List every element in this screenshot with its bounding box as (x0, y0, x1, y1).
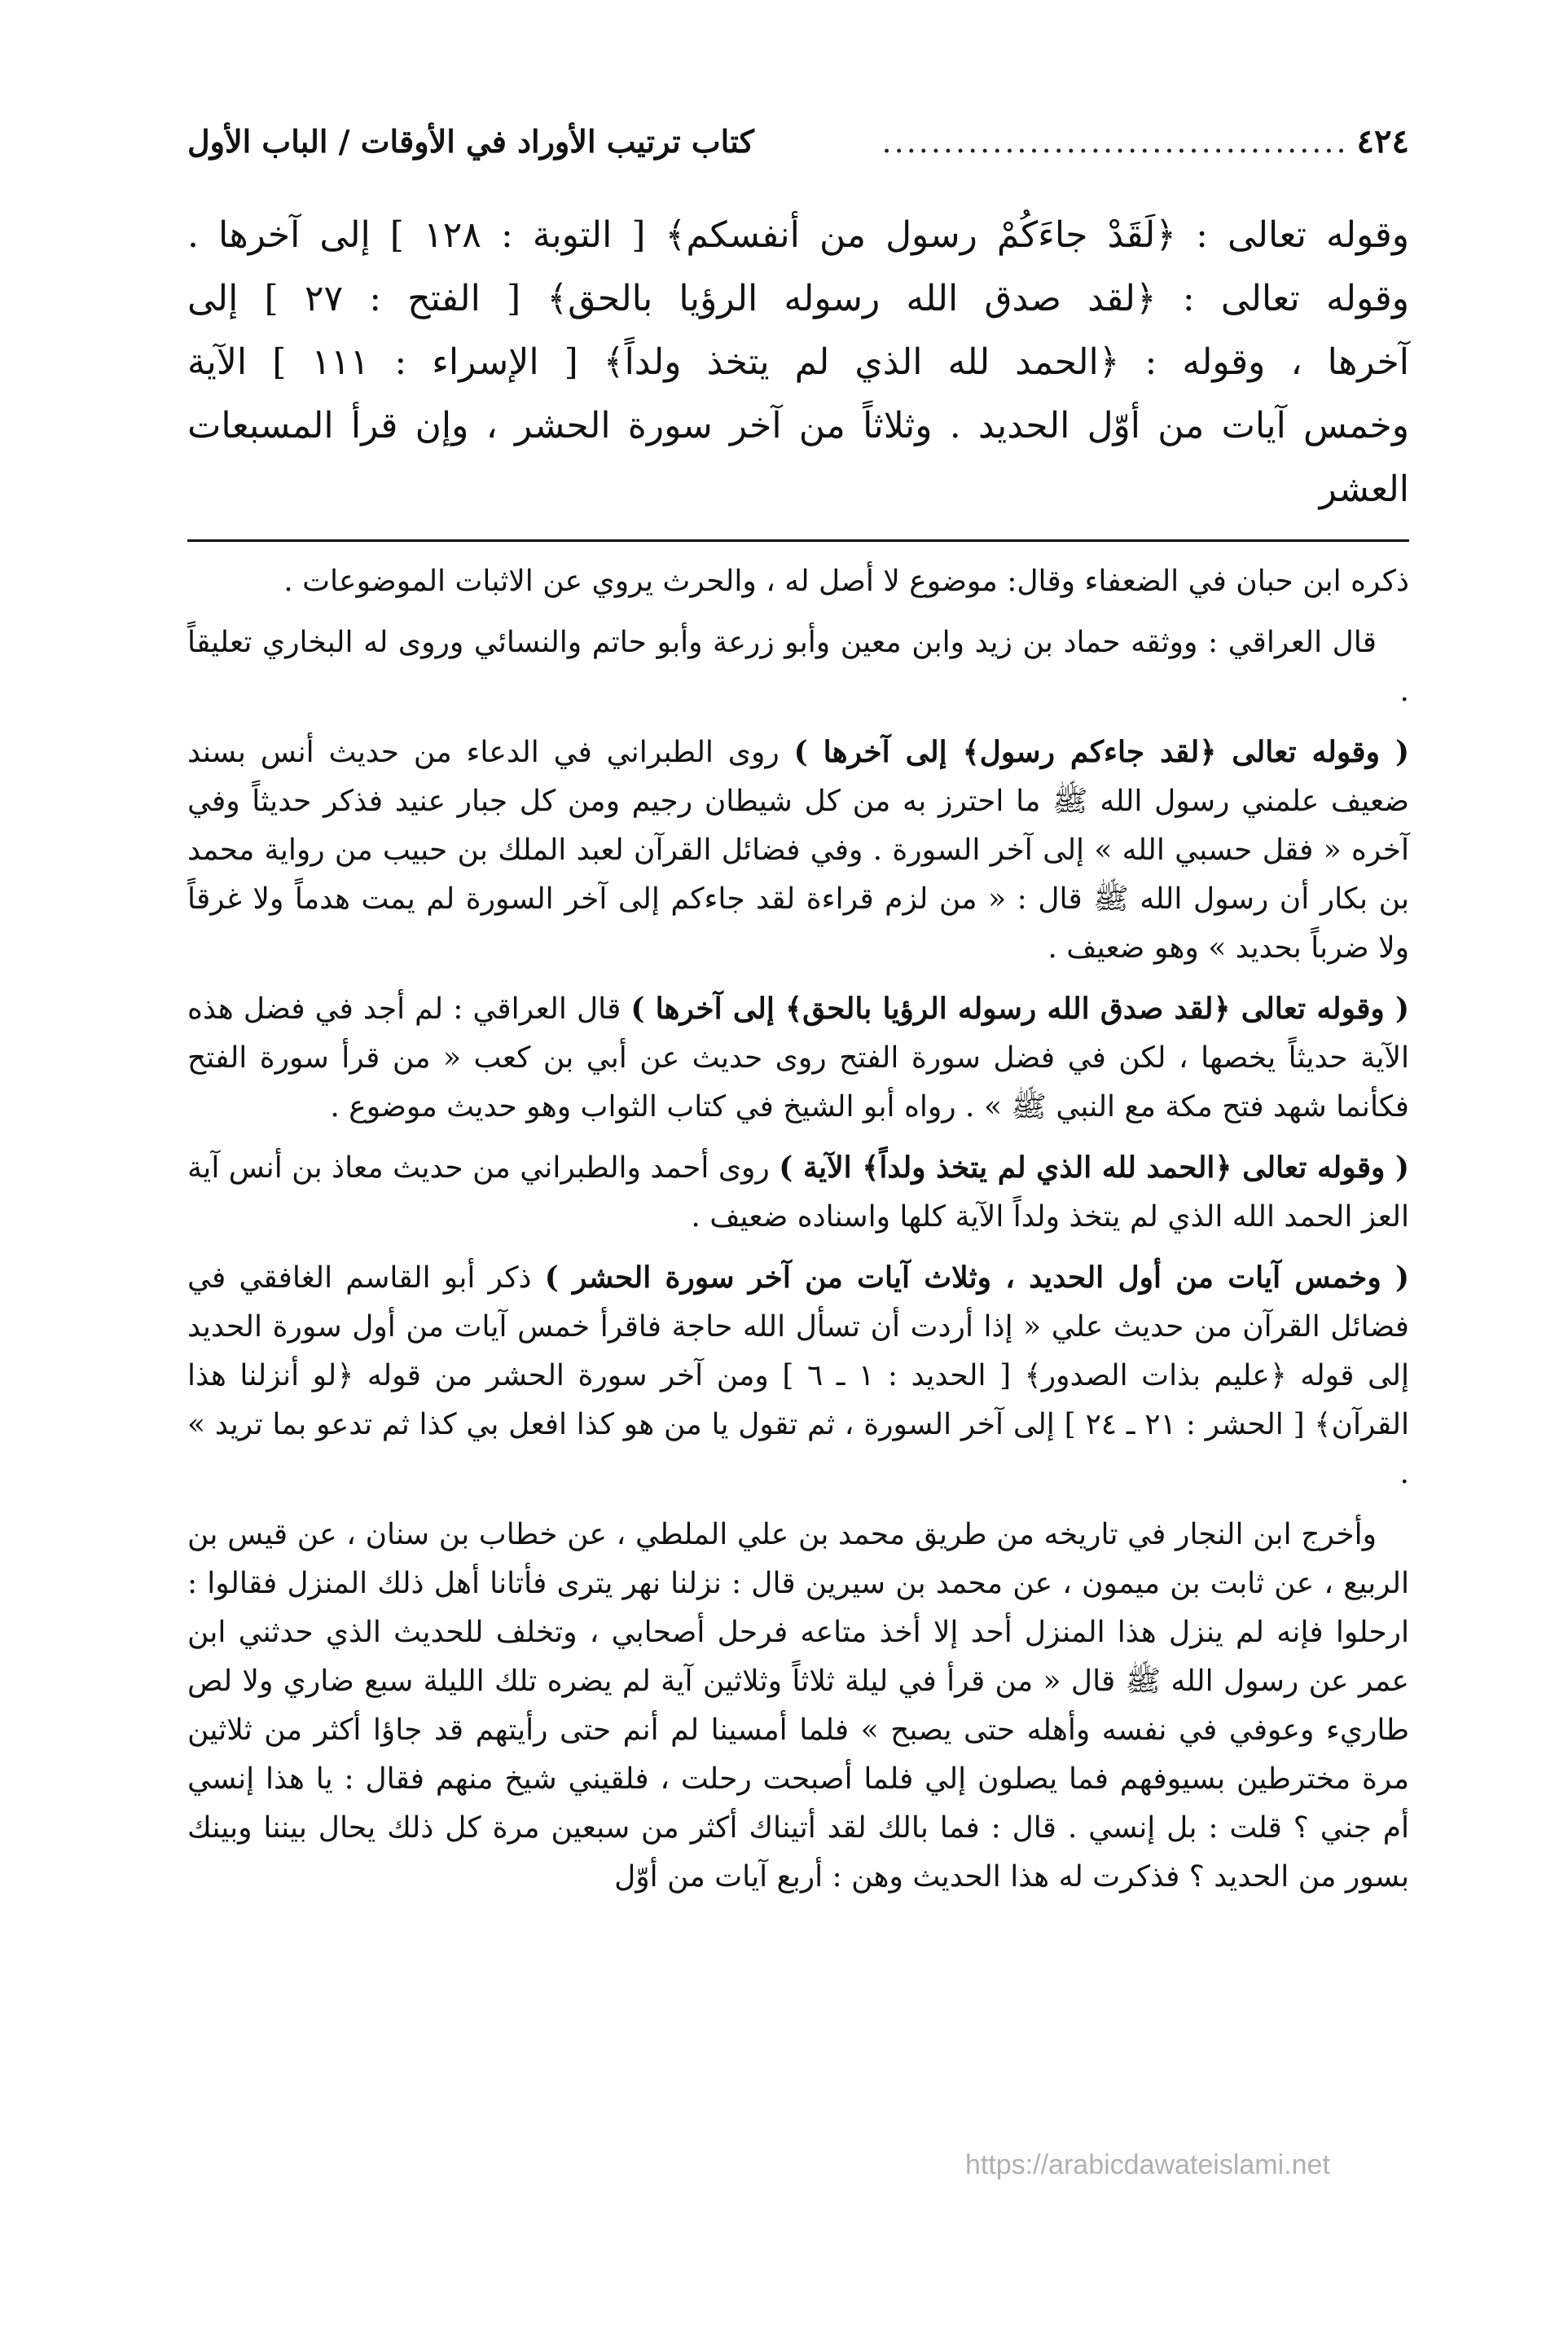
running-header (187, 122, 1409, 179)
main-text-line: وقوله تعالى : ﴿لقد صدق الله رسوله الرؤيا بالحق﴾ [ الفتح : ٢٧ ] إلى (187, 278, 1409, 319)
commentary-notes (187, 556, 1409, 1902)
leader-dots: ...................................... (881, 124, 1349, 160)
note-paragraph: ( وقوله تعالى ﴿لقد صدق الله رسوله الرؤيا بالحق﴾ إلى آخرها ) قال العراقي : لم أجد في فضل هذه الآية حديثاً يخصها ، لكن في فضل سورة الفتح روى حديث عن أبي بن كعب « من قرأ سورة الفتح فكأنما شهد فتح مكة مع النبي ﷺ » . رواه أبو الشيخ في كتاب الثواب وهو حديث موضوع . (187, 992, 1410, 1124)
main-text-line: وقوله تعالى : ﴿لَقَدْ جاءَكُمْ رسول من أنفسكم﴾ [ التوبة : ١٢٨ ] إلى آخرها . (187, 214, 1409, 256)
book-page (187, 122, 1409, 2322)
note-paragraph: ( وخمس آيات من أول الحديد ، وثلاث آيات من آخر سورة الحشر ) ذكر أبو القاسم الغافقي في فضائل القرآن من حديث علي « إذا أردت أن تسأل الله حاجة فاقرأ خمس آيات من أول سورة الحديد إلى قوله ﴿عليم بذات الصدور﴾ [ الحديد : ١ ـ ٦ ] ومن آخر سورة الحشر من قوله ﴿لو أنزلنا هذا القرآن﴾ [ الحشر : ٢١ ـ ٢٤ ] إلى آخر السورة ، ثم تقول يا من هو كذا افعل بي كذا ثم تدعو بما تريد » . (187, 1260, 1410, 1490)
main-text-line: وخمس آيات من أوّل الحديد . وثلاثاً من آخر سورة الحشر ، وإن قرأ المسبعات العشر (187, 405, 1409, 510)
footnote-separator (187, 539, 1409, 542)
running-title: كتاب ترتيب الأوراد في الأوقات / الباب الأول (187, 123, 754, 160)
note-paragraph: قال العراقي : ووثقه حماد بن زيد وابن معين وأبو زرعة وأبو حاتم والنسائي وروى له البخاري تعليقاً . (187, 626, 1409, 708)
note-paragraph: ( وقوله تعالى ﴿لقد جاءكم رسول﴾ إلى آخرها ) روى الطبراني في الدعاء من حديث أنس بسند ضعيف علمني رسول الله ﷺ ما احترز به من كل شيطان رجيم ومن كل جبار عنيد فذكر حديثاً وفي آخره « فقل حسبي الله » إلى آخر السورة . وفي فضائل القرآن لعبد الملك بن حبيب من رواية محمد بن بكار أن رسول الله ﷺ قال : « من لزم قراءة لقد جاءكم إلى آخر السورة لم يمت هدماً ولا غرقاً ولا ضرباً بحديد » وهو ضعيف . (187, 735, 1409, 965)
note-paragraph: ذكره ابن حبان في الضعفاء وقال: موضوع لا أصل له ، والحرث يروي عن الاثبات الموضوعات . (283, 565, 1409, 598)
note-paragraph: وأخرج ابن النجار في تاريخه من طريق محمد بن علي الملطي ، عن خطاب بن سنان ، عن قيس بن الربيع ، عن ثابت بن ميمون ، عن محمد بن سيرين قال : نزلنا نهر يترى فأتانا أهل ذلك المنزل فقالوا : ارحلوا فإنه لم ينزل هذا المنزل أحد إلا أخذ متاعه فرحل أصحابي ، وتخلف للحديث الذي حدثني ابن عمر عن رسول الله ﷺ قال « من قرأ في ليلة ثلاثاً وثلاثين آية لم يضره تلك الليلة سبع ضاري ولا لص طاريء وعوفي في نفسه وأهله حتى يصبح » فلما أمسينا لم أنم حتى رأيتهم قد جاؤا أكثر من ثلاثين مرة مخترطين بسيوفهم فما يصلون إلي فلما أصبحت رحلت ، فلقيني شيخ منهم فقال : يا هذا إنسي أم جني ؟ قلت : بل إنسي . قال : فما بالك لقد أتيناك أكثر من سبعين مرة كل ذلك يحال بيننا وبينك بسور من الحديد ؟ فذكرت له هذا الحديث وهن : أربع آيات من أوّل (187, 1518, 1409, 1894)
page-number: ٤٢٤ (1356, 122, 1409, 161)
note-paragraph: ( وقوله تعالى ﴿الحمد لله الذي لم يتخذ ولداً﴾ الآية ) روى أحمد والطبراني من حديث معاذ بن أنس آية العز الحمد الله الذي لم يتخذ ولداً الآية كلها واسناده ضعيف . (187, 1150, 1409, 1234)
main-text-line: آخرها ، وقوله : ﴿الحمد لله الذي لم يتخذ ولداً﴾ [ الإسراء : ١١١ ] الآية (187, 341, 1409, 383)
watermark-url: https://arabicdawateislami.net (965, 2149, 1330, 2180)
main-text-block (187, 204, 1409, 521)
